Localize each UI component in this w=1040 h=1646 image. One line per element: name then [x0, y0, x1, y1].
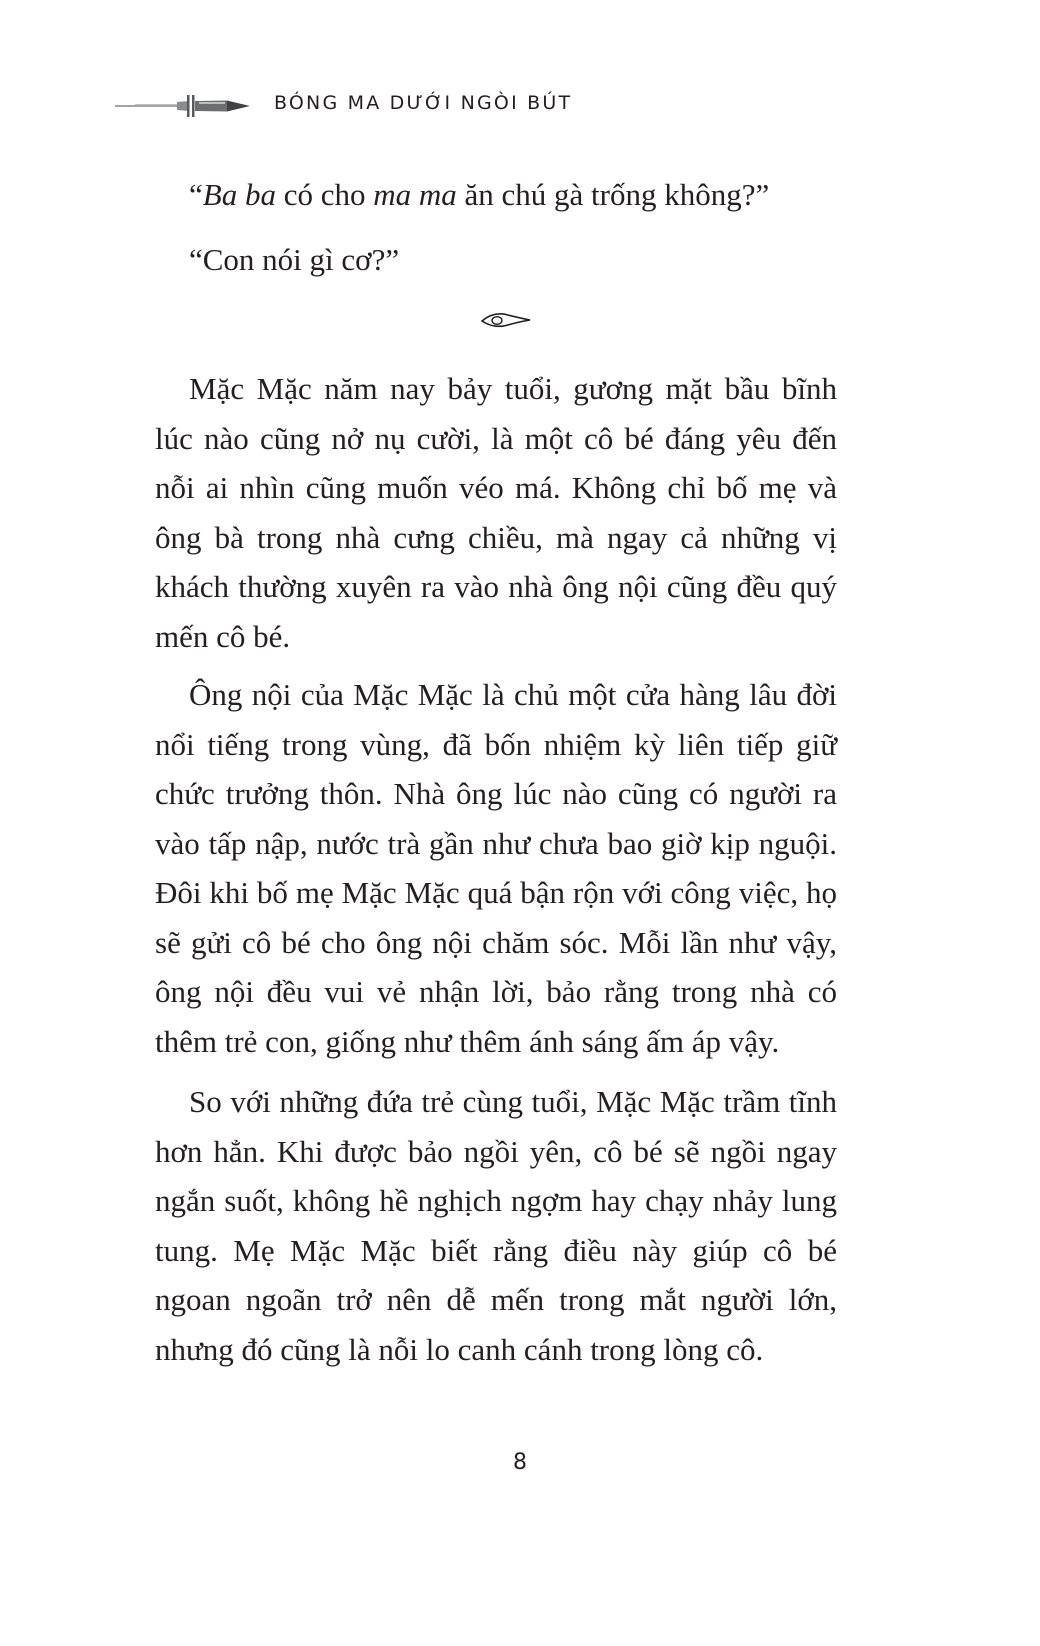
dialogue-line-1 — [155, 170, 837, 220]
paragraph: So với những đứa trẻ cùng tuổi, Mặc Mặc trầm tĩnh hơn hẳn. Khi được bảo ngồi yên, cô bé sẽ ngồi ngay ngắn suốt, không hề nghịch ngợm hay chạy nhảy lung tung. Mẹ Mặc Mặc biết rằng điều này giúp cô bé ngoan ngoãn trở nên dễ mến trong mắt người lớn, nhưng đó cũng là nỗi lo canh cánh trong lòng cô. — [155, 1084, 837, 1367]
page-number: 8 — [513, 1450, 527, 1475]
dialogue-text: ăn chú gà trống không?” — [456, 177, 770, 212]
fountain-pen-icon — [115, 92, 250, 120]
running-header — [115, 86, 935, 126]
dialogue-text: có cho — [275, 177, 374, 212]
paragraph: Ông nội của Mặc Mặc là chủ một cửa hàng lâu đời nổi tiếng trong vùng, đã bốn nhiệm kỳ liên tiếp giữ chức trưởng thôn. Nhà ông lúc nào cũng có người ra vào tấp nập, nước trà gần như chưa bao giờ kịp nguội. Đôi khi bố mẹ Mặc Mặc quá bận rộn với công việc, họ sẽ gửi cô bé cho ông nội chăm sóc. Mỗi lần như vậy, ông nội đều vui vẻ nhận lời, bảo rằng trong nhà có thêm trẻ con, giống như thêm ánh sáng ấm áp vậy. — [155, 677, 837, 1059]
italic-phrase: ma ma — [373, 177, 457, 212]
eye-ornament-icon — [480, 310, 532, 330]
dialogue-line-2: “Con nói gì cơ?” — [189, 242, 400, 277]
italic-phrase: Ba ba — [202, 177, 276, 212]
running-header-title: BÓNG MA DƯỚI NGÒI BÚT — [274, 92, 573, 114]
paragraph: Mặc Mặc năm nay bảy tuổi, gương mặt bầu bĩnh lúc nào cũng nở nụ cười, là một cô bé đáng yêu đến nỗi ai nhìn cũng muốn véo má. Không chỉ bố mẹ và ông bà trong nhà cưng chiều, mà ngay cả những vị khách thường xuyên ra vào nhà ông nội cũng đều quý mến cô bé. — [155, 371, 837, 654]
open-quote: “ — [189, 177, 203, 212]
